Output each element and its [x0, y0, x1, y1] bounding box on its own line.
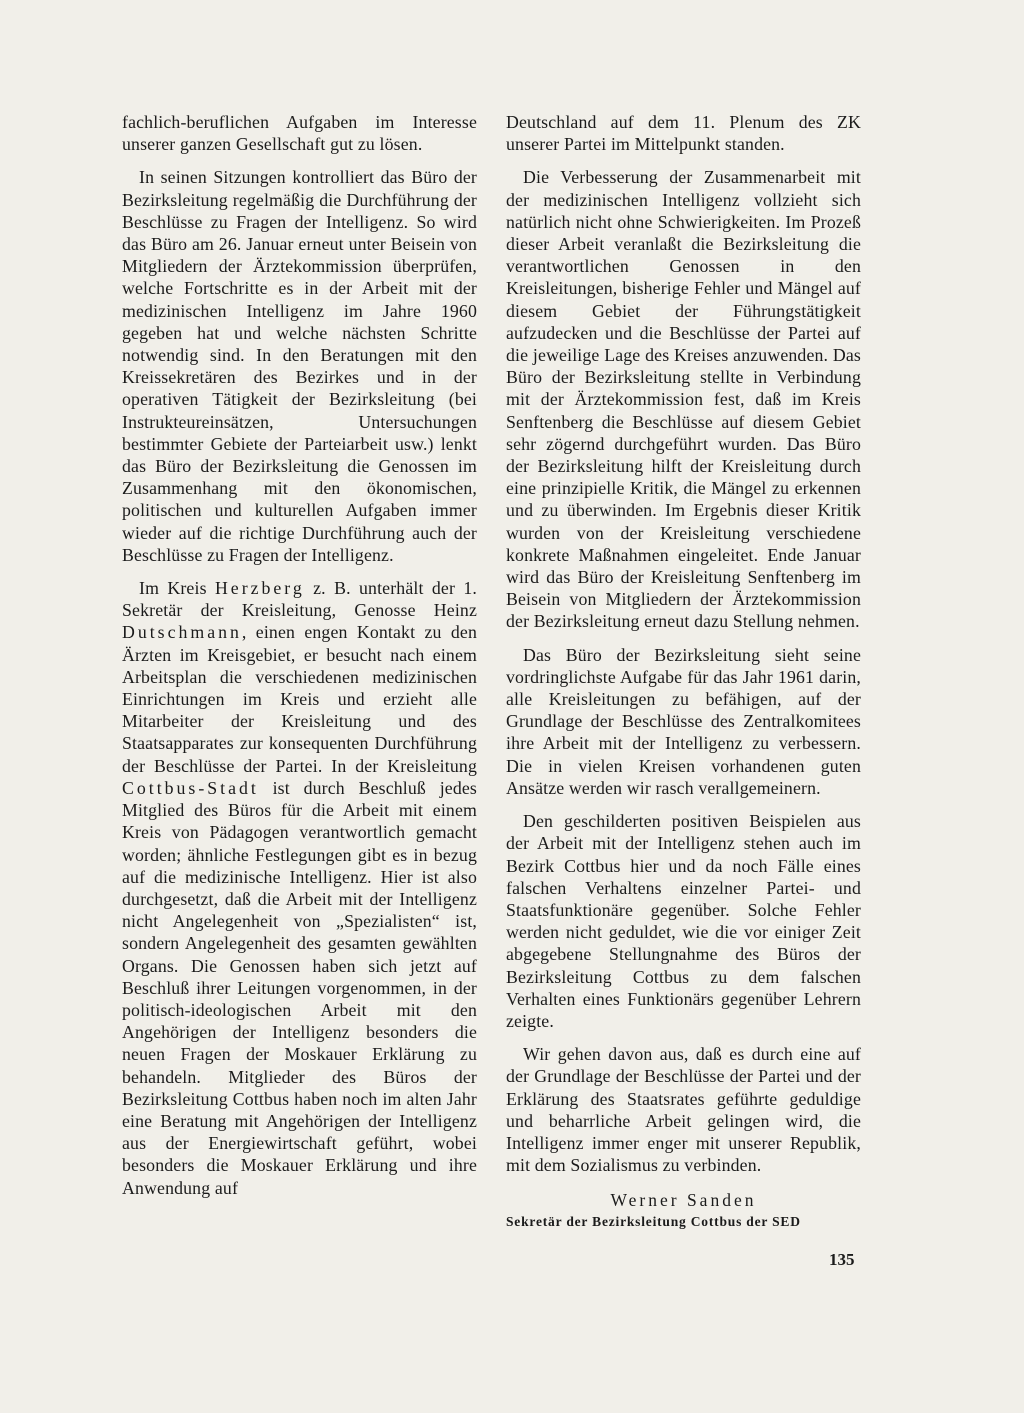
paragraph: In seinen Sitzungen kontrolliert das Büro der Bezirksleitung regelmäßig die Durchführung der Beschlüsse zu Fragen der Intelligenz. So wird das Büro am 26. Januar erneut unter Beisein von Mitgliedern der Ärztekommission überprüfen, welche Fortschritte es in der Arbeit mit der medizinischen Intelligenz im Jahre 1960 gegeben hat und welche nächsten Schritte notwendig sind. In den Beratungen mit den Kreissekretären des Bezirkes und in der operativen Tätigkeit der Bezirksleitung (bei Instrukteureinsätzen, Untersuchungen bestimmter Gebiete der Parteiarbeit usw.) lenkt das Büro der Bezirksleitung die Genossen im Zusammenhang mit den ökonomischen, politischen und kulturellen Aufgaben immer wieder auf die richtige Durchführung auch der Beschlüsse zu Fragen der Intelligenz. — [122, 167, 477, 565]
paragraph: Wir gehen davon aus, daß es durch eine auf der Grundlage der Beschlüsse der Partei und der Erklärung des Staatsrates geführte geduldige und beharrliche Arbeit gelingen wird, die Intelligenz immer enger mit unserer Republik, mit dem Sozialismus zu verbinden. — [506, 1044, 861, 1176]
page-number: 135 — [829, 1250, 855, 1269]
author-name: Werner Sanden — [610, 1190, 757, 1211]
text-run: Im Kreis — [139, 578, 215, 599]
paragraph: Deutschland auf dem 11. Plenum des ZK unserer Partei im Mittelpunkt standen. — [506, 112, 861, 155]
place-name-cottbus-stadt: Cottbus-Stadt — [122, 777, 259, 798]
author-title: Sekretär der Bezirksleitung Cottbus der SED — [506, 1214, 801, 1230]
left-column — [122, 111, 477, 1210]
text-run: z. B. unterhält der 1. Sekretär der Kreisleitung, Genosse Heinz — [122, 578, 477, 621]
person-name-dutschmann: Dutschmann — [122, 622, 242, 643]
paragraph — [122, 577, 477, 1199]
text-run: , einen engen Kontakt zu den Ärzten im Kreisgebiet, er besucht nach einem Arbeitsplan die verschiedenen medizinischen Einrichtungen im Kreis und erzieht alle Mitarbeiter der Kreisleitung und des Staatsapparates zur konsequenten Durchführung der Beschlüsse der Partei. In der Kreisleitung — [122, 622, 477, 776]
right-column — [506, 111, 861, 1232]
paragraph: Das Büro der Bezirksleitung sieht seine vordringlichste Aufgabe für das Jahr 1961 darin, alle Kreisleitungen zu befähigen, auf der Grundlage der Beschlüsse des Zentralkomitees ihre Arbeit mit der Intelligenz zu verbessern. Die in vielen Kreisen vorhandenen guten Ansätze werden wir rasch verallgemeinern. — [506, 644, 861, 798]
signature-block — [506, 1188, 861, 1232]
paragraph: Den geschilderten positiven Beispielen aus der Arbeit mit der Intelligenz stehen auch im Bezirk Cottbus hier und da noch Fälle eines falschen Verhaltens einzelner Partei- und Staatsfunktionäre gegenüber. Solche Fehler werden nicht geduldet, wie die vor einiger Zeit abgegebene Stellungnahme des Büros der Bezirksleitung Cottbus zu dem falschen Verhalten eines Funktionärs gegenüber Lehrern zeigte. — [506, 811, 861, 1031]
paragraph: Die Verbesserung der Zusammenarbeit mit der medizinischen Intelligenz vollzieht sich natürlich nicht ohne Schwierigkeiten. Im Prozeß dieser Arbeit veranlaßt die Bezirksleitung die verantwortlichen Genossen in den Kreisleitungen, bisherige Fehler und Mängel auf diesem Gebiet der Führungstätigkeit aufzudecken und die Beschlüsse der Partei auf die jeweilige Lage des Kreises anzuwenden. Das Büro der Bezirksleitung stellte in Verbindung mit der Ärztekommission fest, daß im Kreis Senftenberg die Beschlüsse auf diesem Gebiet sehr zögernd durchgeführt wurden. Das Büro der Bezirksleitung hilft der Kreisleitung durch eine prinzipielle Kritik, die Mängel zu erkennen und zu überwinden. Im Ergebnis dieser Kritik wurden von der Kreisleitung verschiedene konkrete Maßnahmen eingeleitet. Ende Januar wird das Büro der Kreisleitung Senftenberg im Beisein von Mitgliedern der Ärztekommission der Bezirksleitung erneut dazu Stellung nehmen. — [506, 167, 861, 632]
place-name-herzberg: Herzberg — [214, 578, 305, 599]
text-run: ist durch Beschluß jedes Mitglied des Büros für die Arbeit mit einem Kreis von Pädagogen verantwortlich gemacht worden; ähnliche Festlegungen gibt es in bezug auf die medizinische Intelligenz. Hier ist also durchgesetzt, daß die Arbeit mit der Intelligenz nicht Angelegenheit von „Spezialisten“ ist, sondern Angelegenheit des gesamten gewählten Organs. Die Genossen haben sich jetzt auf Beschluß ihrer Leitungen vorgenommen, in der politisch-ideologischen Arbeit mit den Angehörigen der Intelligenz besonders die neuen Fragen der Moskauer Erklärung zu behandeln. Mitglieder des Büros der Bezirksleitung Cottbus haben noch im alten Jahr eine Beratung mit Angehörigen der Intelligenz aus der Energiewirtschaft geführt, wobei besonders die Moskauer Erklärung und ihre Anwendung auf — [122, 777, 477, 1198]
paragraph: fachlich-beruflichen Aufgaben im Interesse unserer ganzen Gesellschaft gut zu lösen. — [122, 112, 477, 155]
